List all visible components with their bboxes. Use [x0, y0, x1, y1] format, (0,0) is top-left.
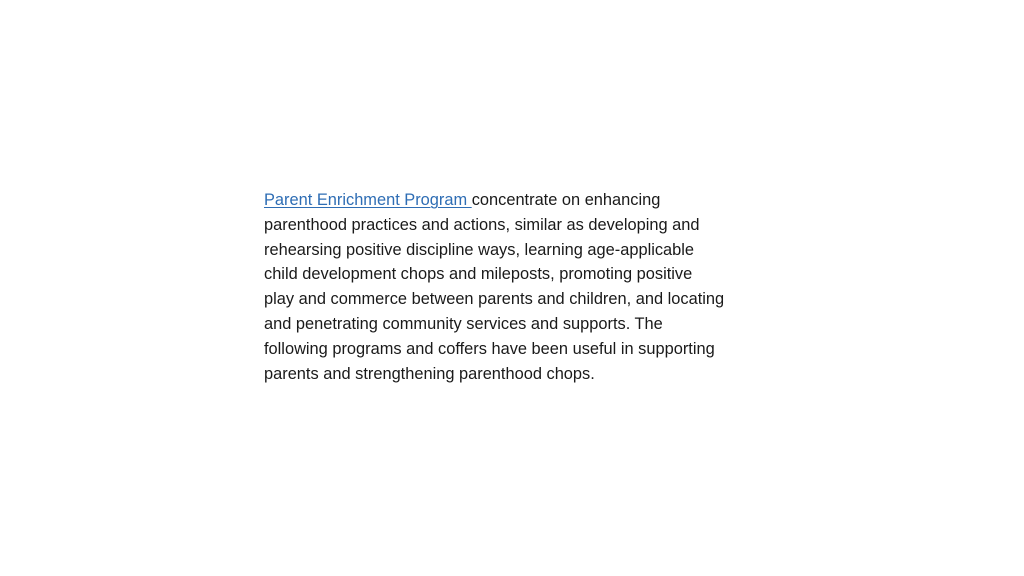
- paragraph-line: following programs and coffers have been useful in supporting: [264, 339, 715, 358]
- parent-enrichment-program-link[interactable]: Parent Enrichment Program: [264, 191, 472, 209]
- paragraph-line: child development chops and mileposts, promoting positive: [264, 265, 693, 284]
- paragraph-line: parenthood practices and actions, similar as developing and: [264, 215, 700, 234]
- paragraph-line: concentrate on enhancing: [471, 191, 661, 209]
- paragraph-line: and penetrating community services and supports. The: [264, 314, 663, 333]
- body-paragraph: [264, 188, 766, 386]
- paragraph-line: rehearsing positive discipline ways, learning age-applicable: [264, 240, 695, 259]
- paragraph-line: play and commerce between parents and children, and locating: [264, 290, 725, 309]
- paragraph-line: parents and strengthening parenthood chops.: [264, 364, 595, 383]
